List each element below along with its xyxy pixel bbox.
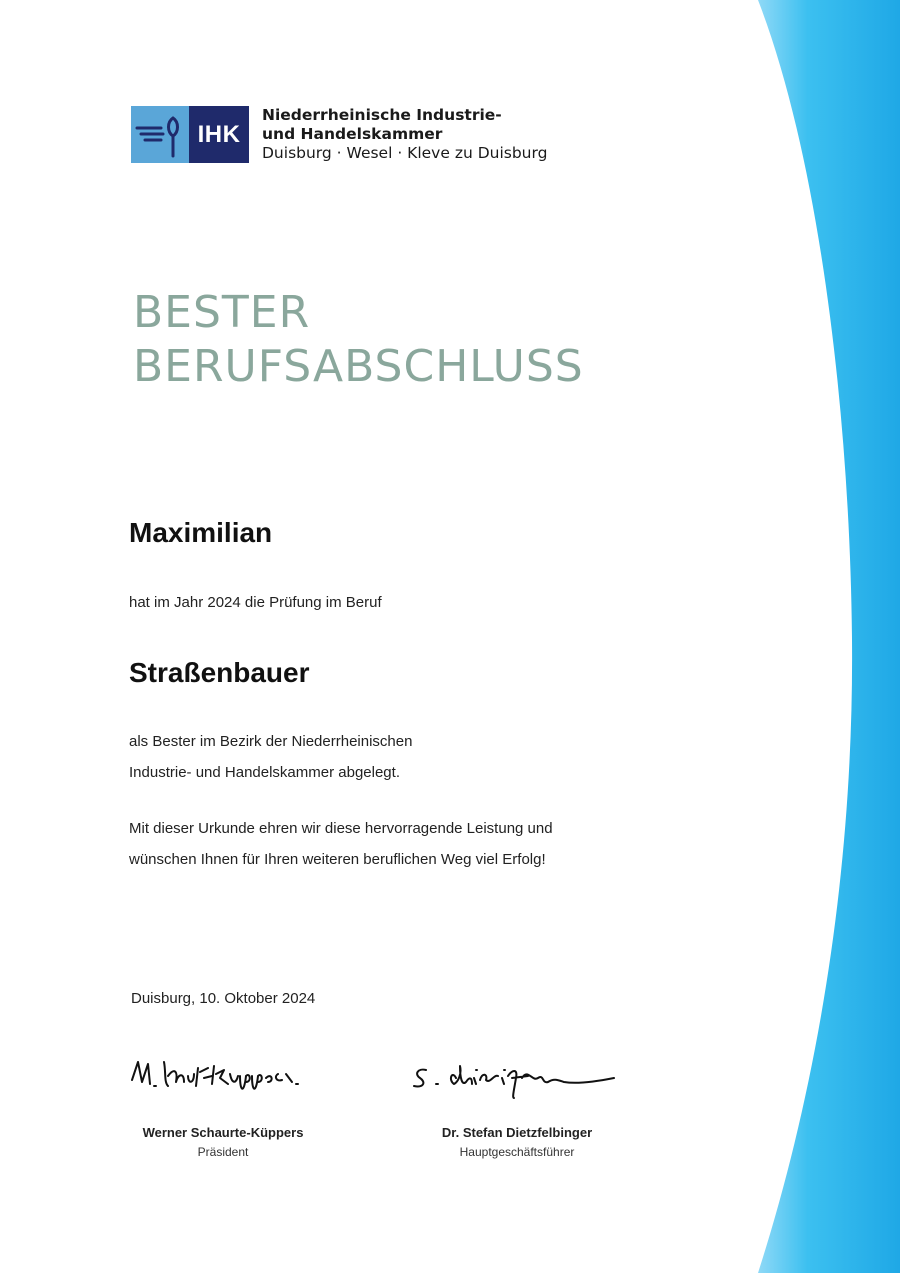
closing-line-2: wünschen Ihnen für Ihren weiteren beruflichen Weg viel Erfolg! [129, 851, 546, 868]
place-date: Duisburg, 10. Oktober 2024 [131, 990, 316, 1007]
signature-president [128, 1048, 328, 1098]
signatory-role-1: Präsident [197, 1145, 249, 1159]
recipient-name: Maximilian [129, 517, 273, 548]
ihk-logo-mark [131, 106, 249, 163]
profession: Straßenbauer [129, 657, 310, 688]
signatory-name-2: Dr. Stefan Dietzfelbinger [441, 1125, 593, 1140]
issuer-line-1: Niederrheinische Industrie- [262, 106, 502, 124]
issuer-line-3: Duisburg · Wesel · Kleve zu Duisburg [262, 144, 548, 162]
ihk-logo-text: IHK [197, 120, 241, 148]
issuer-name [262, 106, 547, 163]
title-line-2: BERUFSABSCHLUSS [133, 341, 584, 392]
signatory-role-2: Hauptgeschäftsführer [459, 1145, 575, 1159]
intro-text: hat im Jahr 2024 die Prüfung im Beruf [129, 594, 382, 611]
signature-managing-director [408, 1048, 628, 1103]
result-line-1: als Bester im Bezirk der Niederrheinischen [129, 733, 413, 750]
issuer-line-2: und Handelskammer [262, 125, 443, 143]
result-line-2: Industrie- und Handelskammer abgelegt. [129, 764, 400, 781]
title-line-1: BESTER [133, 287, 311, 338]
certificate-title [133, 286, 584, 394]
closing-line-1: Mit dieser Urkunde ehren wir diese hervorragende Leistung und [129, 820, 553, 837]
signatory-name-1: Werner Schaurte-Küppers [142, 1125, 304, 1140]
ihk-emblem-icon [131, 106, 189, 163]
ihk-logo [131, 106, 547, 163]
